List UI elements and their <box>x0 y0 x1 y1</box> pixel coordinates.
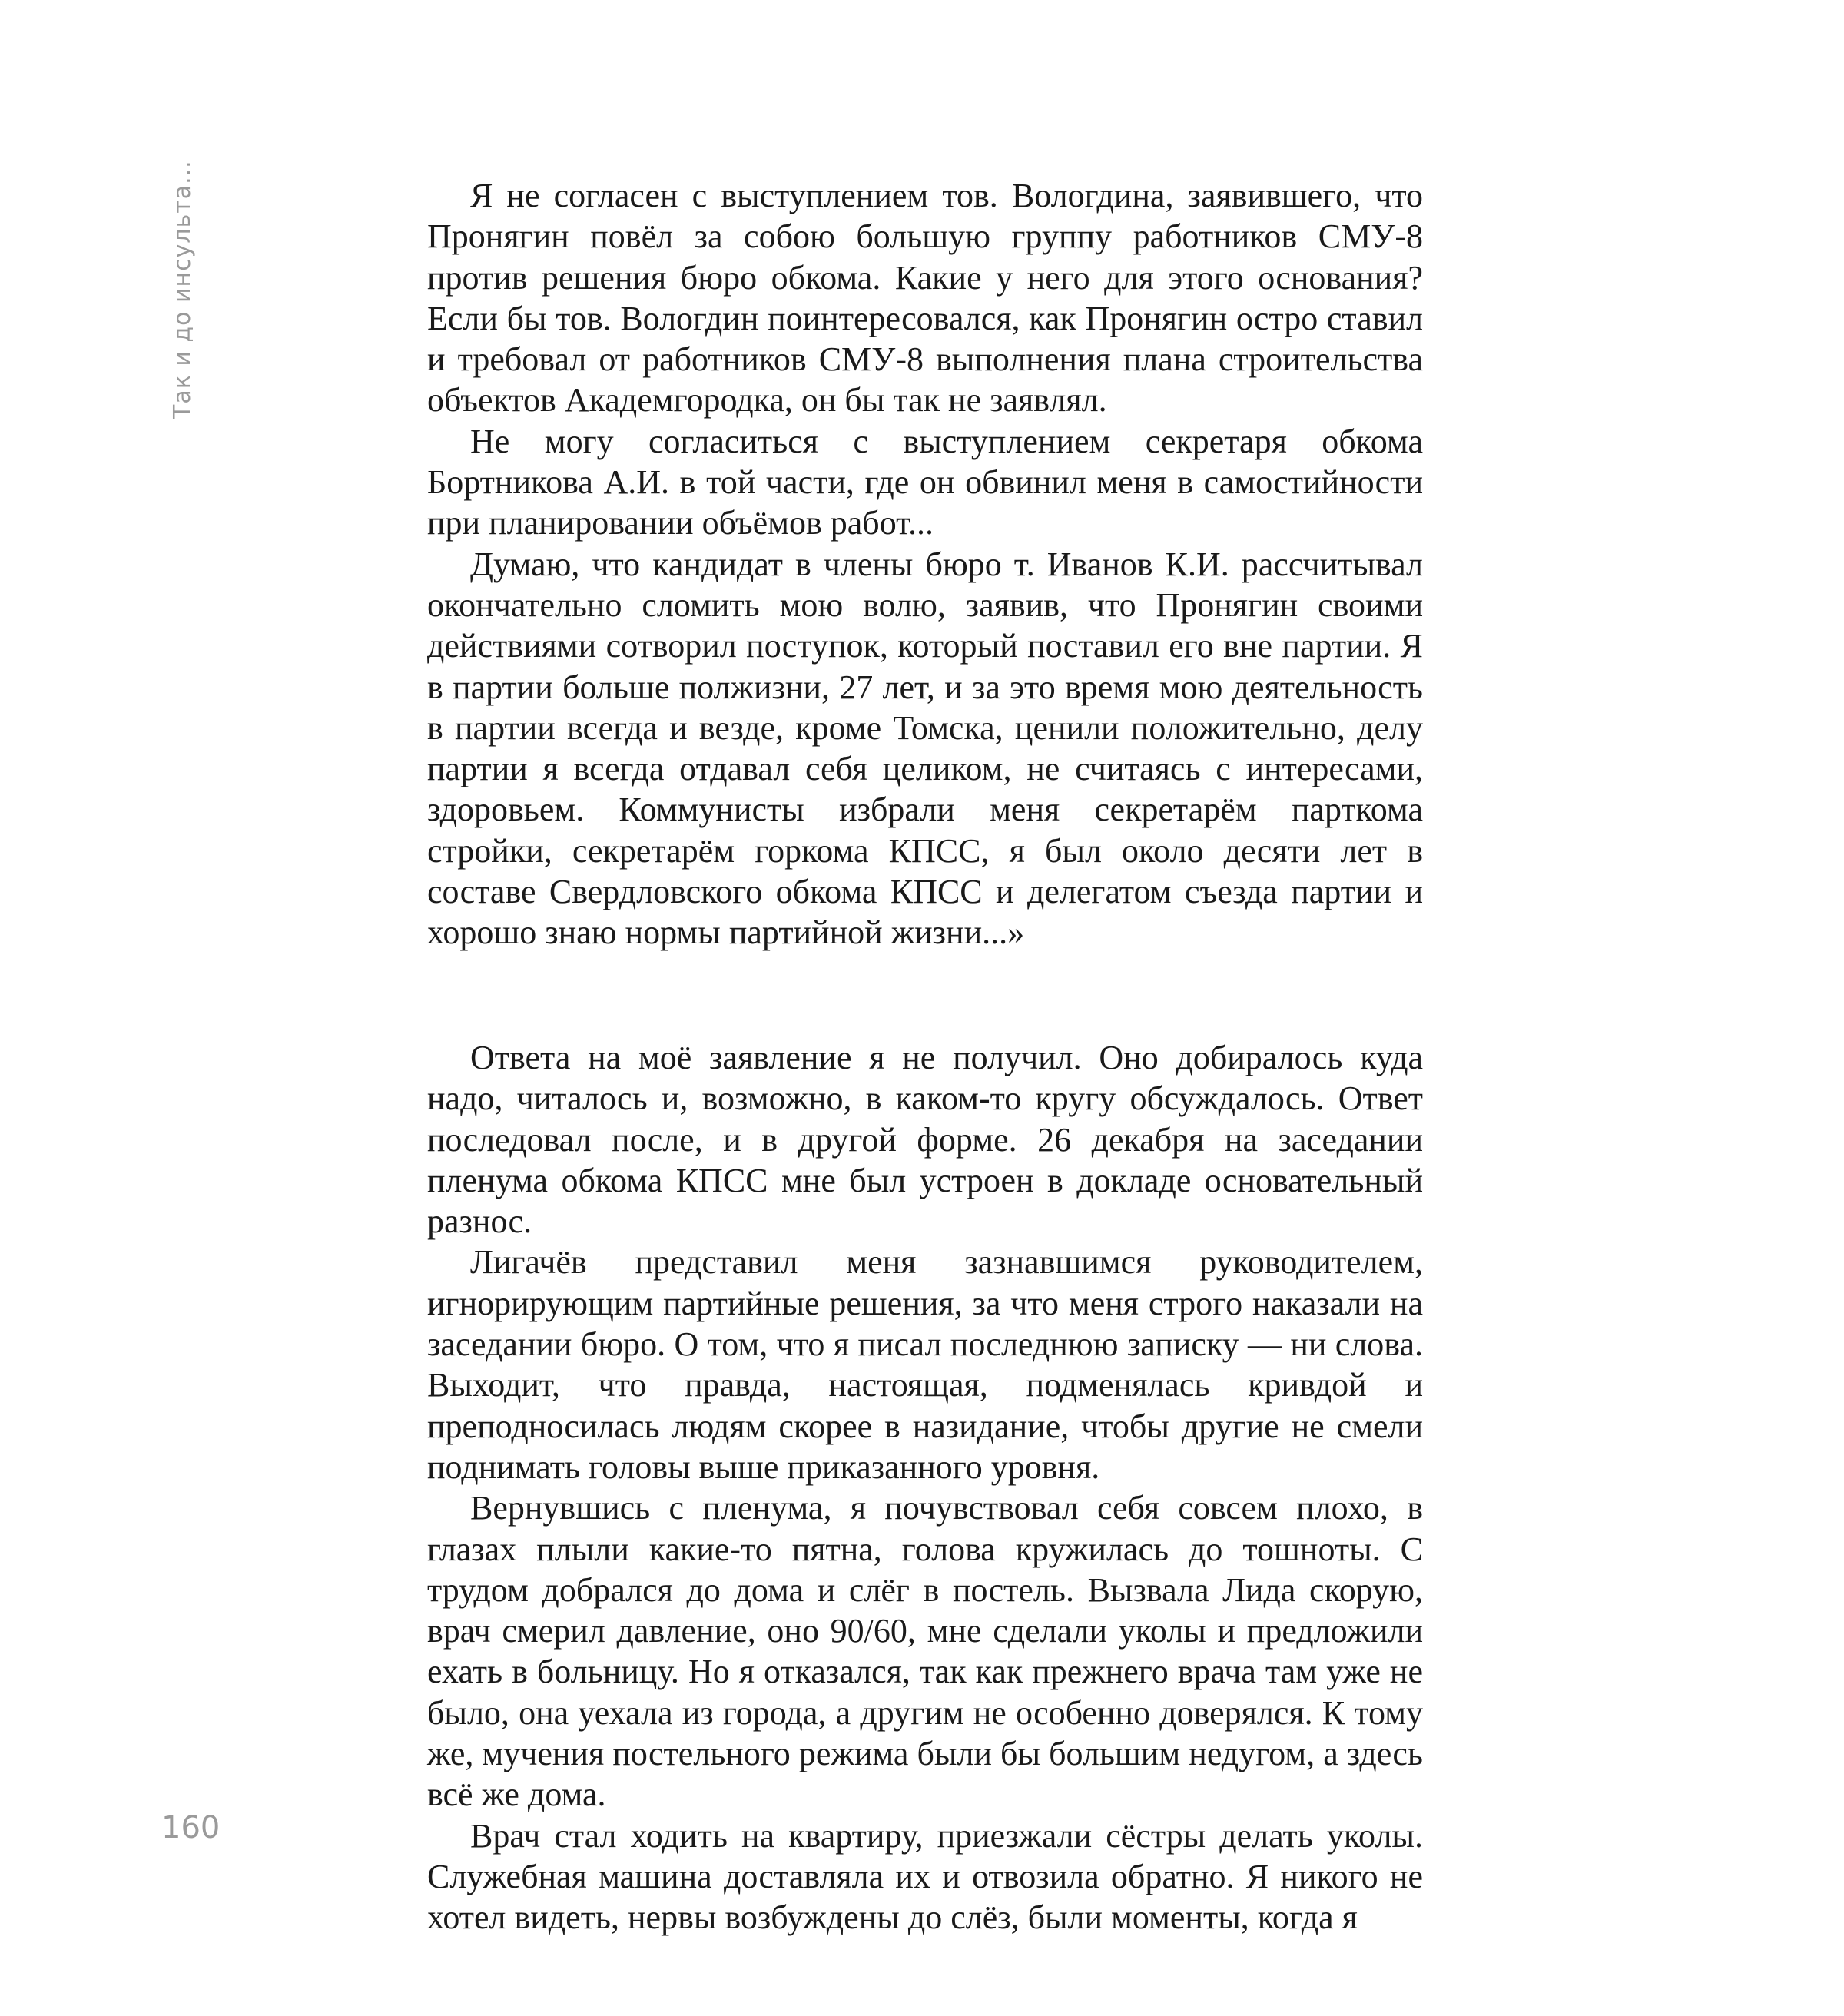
paragraph: Ответа на моё заявление я не получил. Оно добиралось куда надо, читалось и, возможно, в каком-то кругу обсуждалось. Ответ последовал после, и в другой форме. 26 декабря на заседании пленума обкома КПСС мне был устроен в докладе основательный разнос. <box>427 1039 1423 1241</box>
paragraph: Врач стал ходить на квартиру, приезжали сёстры делать уколы. Служебная машина доставляла их и отвозила обратно. Я никого не хотел видеть, нервы возбуждены до слёз, были моменты, когда я <box>427 1816 1423 1937</box>
running-head: Так и до инсульта... <box>169 160 196 419</box>
paragraph: Думаю, что кандидат в члены бюро т. Иванов К.И. рассчитывал окончательно сломить мою волю, заявив, что Пронягин своими действиями сотворил поступок, который поставил его вне партии. Я в партии больше полжизни, 27 лет, и за это время мою деятельность в партии всегда и везде, кроме Томска, ценили положительно, делу партии я всегда отдавал себя целиком, не считаясь с интересами, здоровьем. Коммунисты избрали меня секретарём парткома стройки, секретарём горкома КПСС, я был около десяти лет в составе Свердловского обкома КПСС и делегатом съезда партии и хорошо знаю нормы партийной жизни...» <box>427 545 1423 952</box>
text-block-2 <box>427 1037 1423 1938</box>
paragraph: Лигачёв представил меня зазнавшимся руководителем, игнорирующим партийные решения, за что меня строго наказали на заседании бюро. О том, что я писал последнюю записку — ни слова. Выходит, что правда, настоящая, подменялась кривдой и преподносилась людям скорее в назидание, чтобы другие не смели поднимать головы выше приказанного уровня. <box>427 1243 1423 1486</box>
paragraph: Я не согласен с выступлением тов. Вологдина, заявившего, что Пронягин повёл за собою большую группу работников СМУ-8 против решения бюро обкома. Какие у него для этого основания? Если бы тов. Вологдин поинтересовался, как Пронягин остро ставил и требовал от работников СМУ-8 выполнения плана строительства объектов Академгородка, он бы так не заявлял. <box>427 177 1423 419</box>
paragraph: Вернувшись с пленума, я почувствовал себя совсем плохо, в глазах плыли какие-то пятна, голова кружилась до тошноты. С трудом добрался до дома и слёг в постель. Вызвала Лида скорую, врач смерил давление, оно 90/60, мне сделали уколы и предложили ехать в больницу. Но я отказался, так как прежнего врача там уже не было, она уехала из города, а другим не особенно доверялся. К тому же, мучения постельного режима были бы большим недугом, а здесь всё же дома. <box>427 1489 1423 1814</box>
page-number: 160 <box>161 1810 221 1845</box>
text-block-1 <box>427 175 1423 953</box>
paragraph: Не могу согласиться с выступлением секретаря обкома Бортникова А.И. в той части, где он обвинил меня в самостийности при планировании объёмов работ... <box>427 422 1423 542</box>
